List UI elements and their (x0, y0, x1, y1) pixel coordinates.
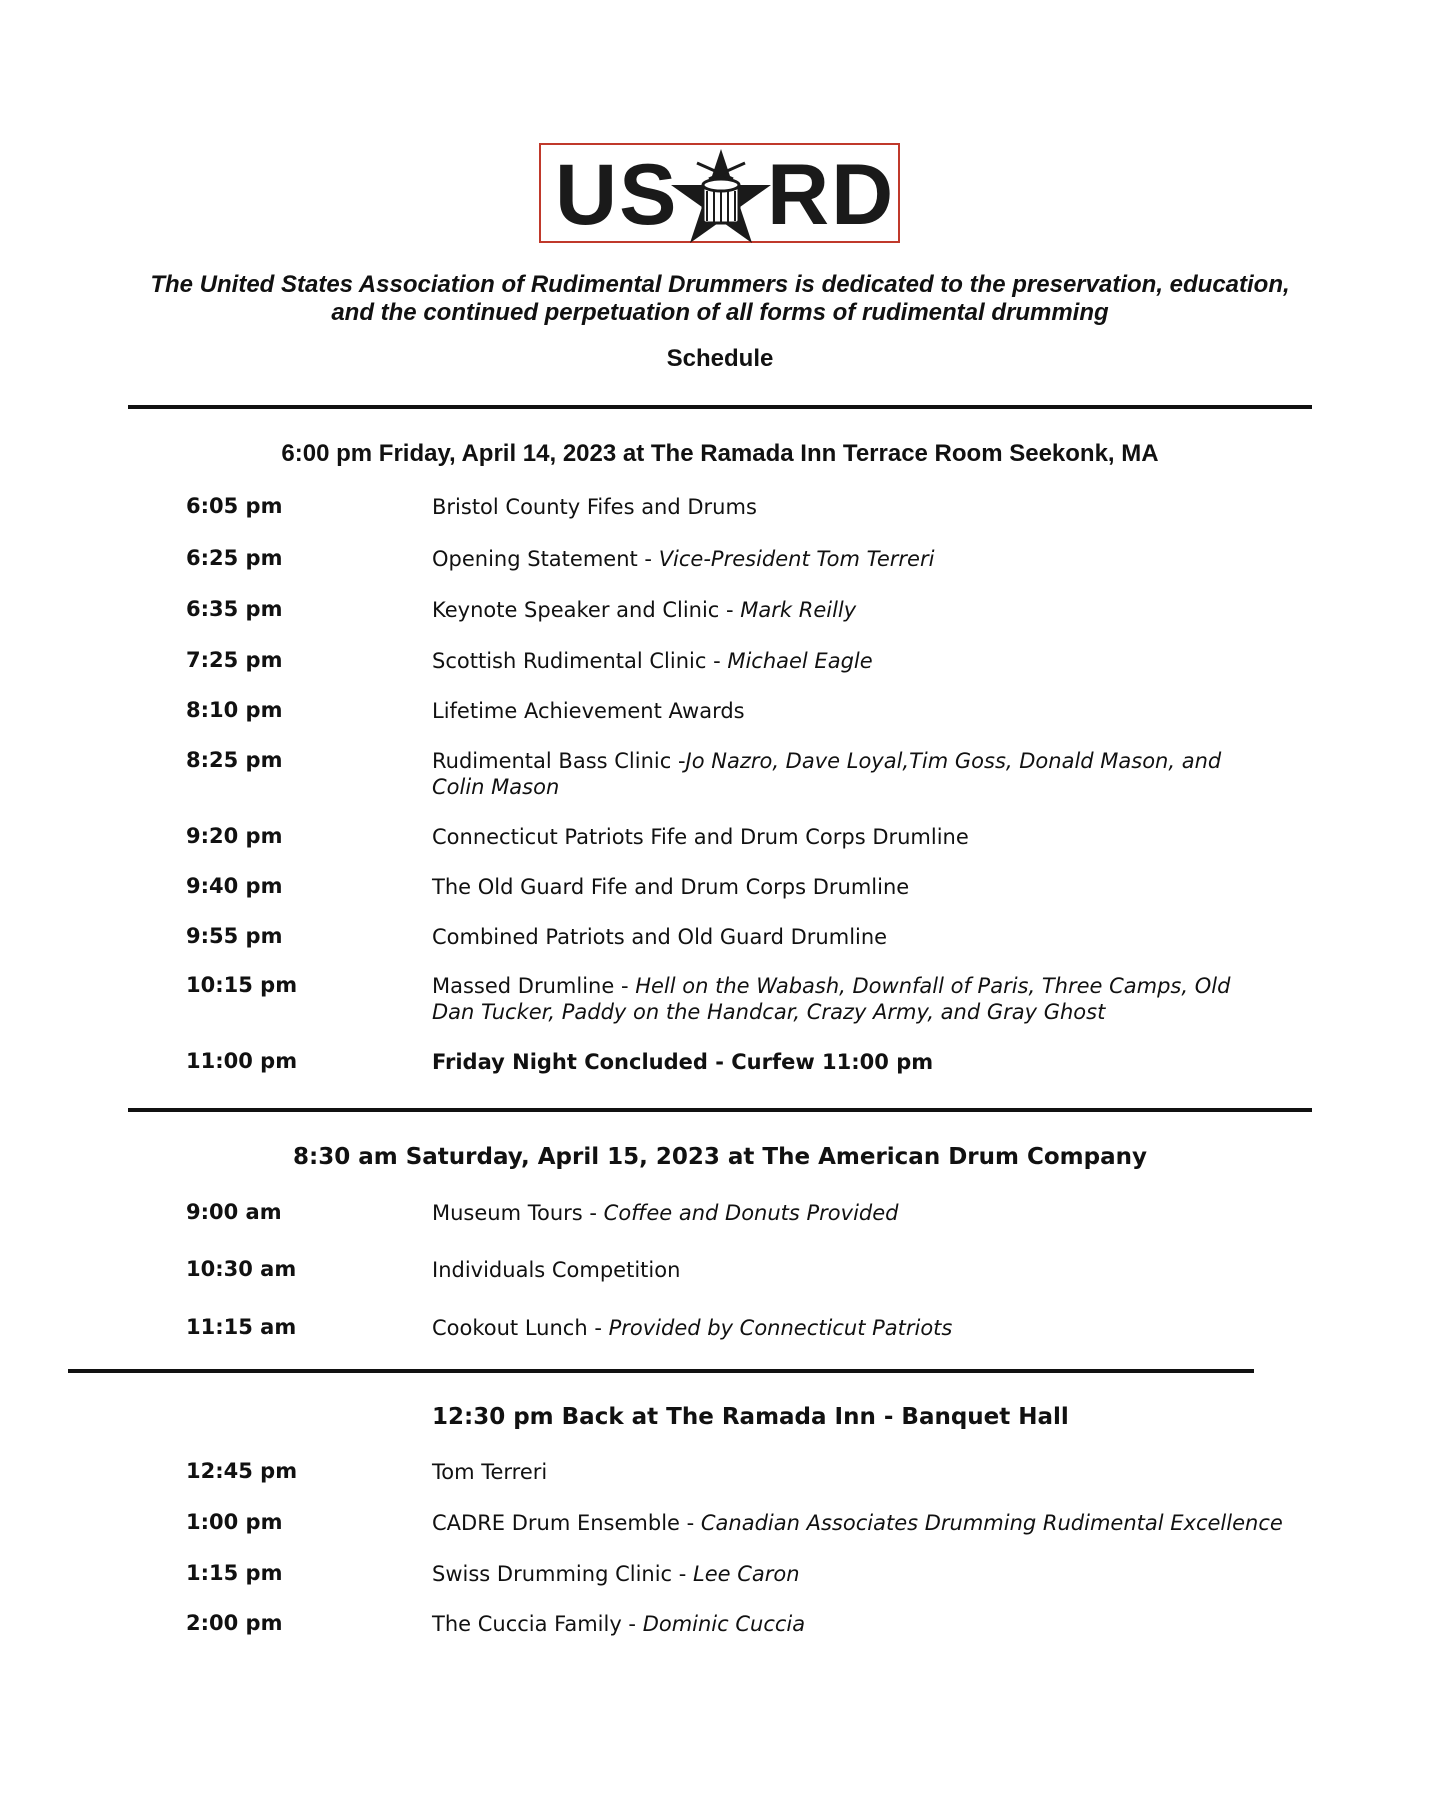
logo-rd-text: RD (767, 147, 896, 243)
row-description (432, 1459, 1262, 1485)
row-time: 9:40 pm (186, 874, 283, 898)
mission-statement: The United States Association of Rudimental Drummers is dedicated to the preservation, education, and the continued perpetuation of all forms of rudimental drumming (150, 271, 1290, 326)
row-time: 6:25 pm (186, 546, 283, 570)
row-time: 1:00 pm (186, 1510, 283, 1534)
row-description (432, 698, 1262, 724)
row-description (432, 1611, 1262, 1637)
row-presenter: Provided by Connecticut Patriots (608, 1316, 953, 1340)
row-time: 2:00 pm (186, 1611, 283, 1635)
row-text: Rudimental Bass Clinic - (432, 749, 686, 773)
row-text: Combined Patriots and Old Guard Drumline (432, 925, 888, 949)
logo-us-text: US (555, 147, 679, 243)
row-text: Lifetime Achievement Awards (432, 699, 745, 723)
row-description (432, 1561, 1262, 1587)
row-presenter: Mark Reilly (740, 598, 857, 622)
row-time: 8:10 pm (186, 698, 283, 722)
row-description (432, 597, 1262, 623)
row-time: 9:55 pm (186, 924, 283, 948)
row-time: 10:30 am (186, 1257, 297, 1281)
section-heading-friday: 6:00 pm Friday, April 14, 2023 at The Ramada Inn Terrace Room Seekonk, MA (281, 440, 1159, 467)
row-time: 6:05 pm (186, 494, 283, 518)
row-presenter: Canadian Associates Drumming Rudimental Excellence (700, 1511, 1283, 1535)
row-text: The Old Guard Fife and Drum Corps Drumline (432, 875, 910, 899)
row-description (432, 874, 1262, 900)
row-presenter: Hell on the Wabash, Downfall of Paris, Three Camps, Old Dan Tucker, Paddy on the Handcar, Crazy Army, and Gray Ghost (432, 974, 1231, 1024)
row-description (432, 1049, 1262, 1075)
row-text: The Cuccia Family - (432, 1612, 643, 1636)
row-text: Scottish Rudimental Clinic - (432, 649, 728, 673)
row-presenter: Dominic Cuccia (642, 1612, 806, 1636)
row-presenter: Vice-President Tom Terreri (658, 547, 935, 571)
row-text: Museum Tours - (432, 1201, 604, 1225)
row-text: Swiss Drumming Clinic - (432, 1562, 694, 1586)
row-description (432, 648, 1262, 674)
row-description (432, 1200, 1262, 1226)
row-text: CADRE Drum Ensemble - (432, 1511, 701, 1535)
row-description (432, 973, 1262, 1025)
row-description (432, 1510, 1332, 1536)
row-time: 12:45 pm (186, 1459, 298, 1483)
row-presenter: Coffee and Donuts Provided (603, 1201, 899, 1225)
row-presenter: Jo Nazro, Dave Loyal,Tim Goss, Donald Mason, and Colin Mason (432, 749, 1222, 799)
row-presenter: Michael Eagle (727, 649, 873, 673)
row-description (432, 924, 1262, 950)
row-time: 7:25 pm (186, 648, 283, 672)
row-text: Opening Statement - (432, 547, 659, 571)
divider (128, 1108, 1312, 1112)
row-description (432, 824, 1262, 850)
row-text: Massed Drumline - (432, 974, 636, 998)
row-description (432, 546, 1262, 572)
row-description (432, 748, 1262, 800)
row-text: Bristol County Fifes and Drums (432, 495, 757, 519)
row-time: 8:25 pm (186, 748, 283, 772)
page-title: Schedule (666, 345, 774, 372)
row-description (432, 1315, 1262, 1341)
row-text: Cookout Lunch - (432, 1316, 609, 1340)
divider (128, 405, 1312, 409)
row-description (432, 1257, 1262, 1283)
row-text: Tom Terreri (432, 1460, 548, 1484)
row-description (432, 494, 1262, 520)
row-time: 6:35 pm (186, 597, 283, 621)
row-text: Connecticut Patriots Fife and Drum Corps Drumline (432, 825, 969, 849)
row-time: 11:15 am (186, 1315, 297, 1339)
row-presenter: Lee Caron (693, 1562, 800, 1586)
row-time: 10:15 pm (186, 973, 298, 997)
usard-logo (539, 143, 900, 243)
section-heading-saturday: 8:30 am Saturday, April 15, 2023 at The American Drum Company (293, 1144, 1147, 1170)
row-text: Friday Night Concluded - Curfew 11:00 pm (432, 1050, 934, 1074)
row-time: 9:00 am (186, 1200, 282, 1224)
row-text: Individuals Competition (432, 1258, 681, 1282)
row-time: 11:00 pm (186, 1049, 298, 1073)
section-heading-banquet: 12:30 pm Back at The Ramada Inn - Banquet Hall (432, 1404, 1069, 1430)
row-time: 1:15 pm (186, 1561, 283, 1585)
divider (68, 1369, 1254, 1373)
row-text: Keynote Speaker and Clinic - (432, 598, 741, 622)
row-time: 9:20 pm (186, 824, 283, 848)
